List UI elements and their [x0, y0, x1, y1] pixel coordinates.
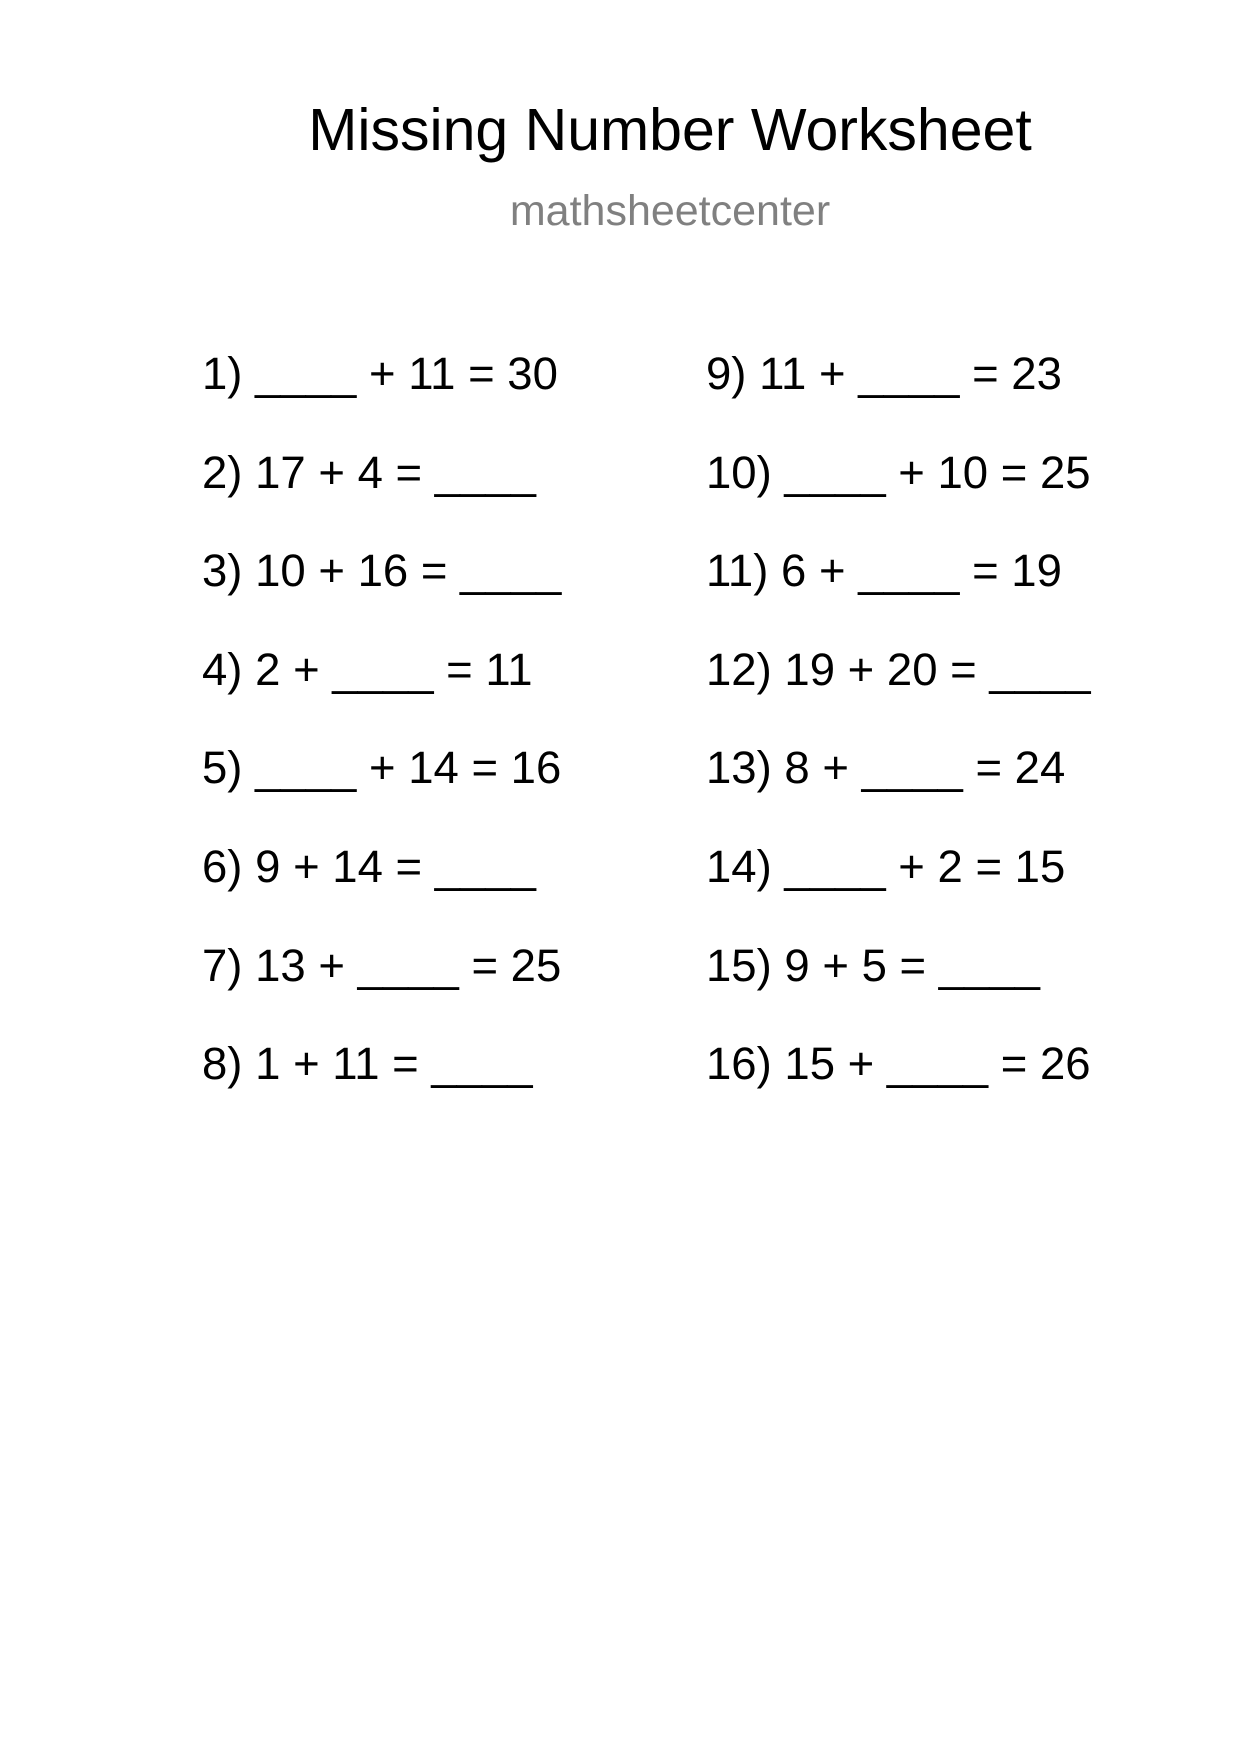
- problem-equation: 10 + 16 = ____: [255, 545, 562, 597]
- problem-equation: 8 + ____ = 24: [784, 742, 1066, 794]
- problem-12: [706, 641, 1091, 699]
- problem-5: [202, 739, 561, 797]
- problem-number: 5): [202, 742, 243, 794]
- problem-number: 1): [202, 348, 243, 399]
- problem-equation: ____ + 14 = 16: [255, 742, 562, 794]
- problems-column-left: [202, 345, 561, 1134]
- worksheet-source: mathsheetcenter: [509, 187, 831, 235]
- problem-8: [202, 1035, 561, 1093]
- problem-number: 6): [202, 840, 243, 892]
- problem-equation: 9 + 14 = ____: [255, 840, 536, 892]
- problem-number: 12): [706, 643, 772, 695]
- problem-6: [202, 838, 561, 896]
- problem-equation: 19 + 20 = ____: [784, 643, 1091, 695]
- problem-equation: 6 + ____ = 19: [781, 545, 1062, 597]
- problem-equation: 9 + 5 = ____: [784, 939, 1040, 991]
- problem-1: [202, 345, 561, 403]
- problem-15: [706, 937, 1091, 995]
- problem-4: [202, 641, 561, 699]
- problem-number: 15): [706, 939, 772, 991]
- problem-3: [202, 542, 561, 600]
- problem-number: 4): [202, 643, 243, 695]
- problem-number: 16): [706, 1038, 772, 1090]
- worksheet-title: Missing Number Worksheet: [308, 97, 1032, 163]
- problem-equation: 15 + ____ = 26: [784, 1038, 1091, 1090]
- problem-number: 2): [202, 446, 243, 498]
- problem-number: 7): [202, 939, 243, 991]
- problem-equation: 2 + ____ = 11: [255, 643, 533, 695]
- problem-16: [706, 1035, 1091, 1093]
- problem-number: 11): [706, 545, 769, 597]
- problem-number: 8): [202, 1038, 243, 1090]
- problem-13: [706, 739, 1091, 797]
- problem-equation: ____ + 11 = 30: [255, 348, 558, 399]
- problem-number: 13): [706, 742, 772, 794]
- problem-equation: ____ + 2 = 15: [784, 840, 1066, 892]
- problem-10: [706, 444, 1091, 502]
- problem-9: [706, 345, 1091, 403]
- problem-number: 14): [706, 840, 772, 892]
- problem-2: [202, 444, 561, 502]
- problem-number: 10): [706, 446, 772, 498]
- problems-column-right: [706, 345, 1091, 1134]
- problem-equation: 1 + 11 = ____: [255, 1038, 533, 1090]
- problem-11: [706, 542, 1091, 600]
- problem-7: [202, 937, 561, 995]
- problem-equation: 17 + 4 = ____: [255, 446, 536, 498]
- problem-equation: 13 + ____ = 25: [255, 939, 562, 991]
- problem-14: [706, 838, 1091, 896]
- problem-equation: 11 + ____ = 23: [759, 348, 1062, 399]
- problem-equation: ____ + 10 = 25: [784, 446, 1091, 498]
- problem-number: 3): [202, 545, 243, 597]
- problem-number: 9): [706, 348, 747, 399]
